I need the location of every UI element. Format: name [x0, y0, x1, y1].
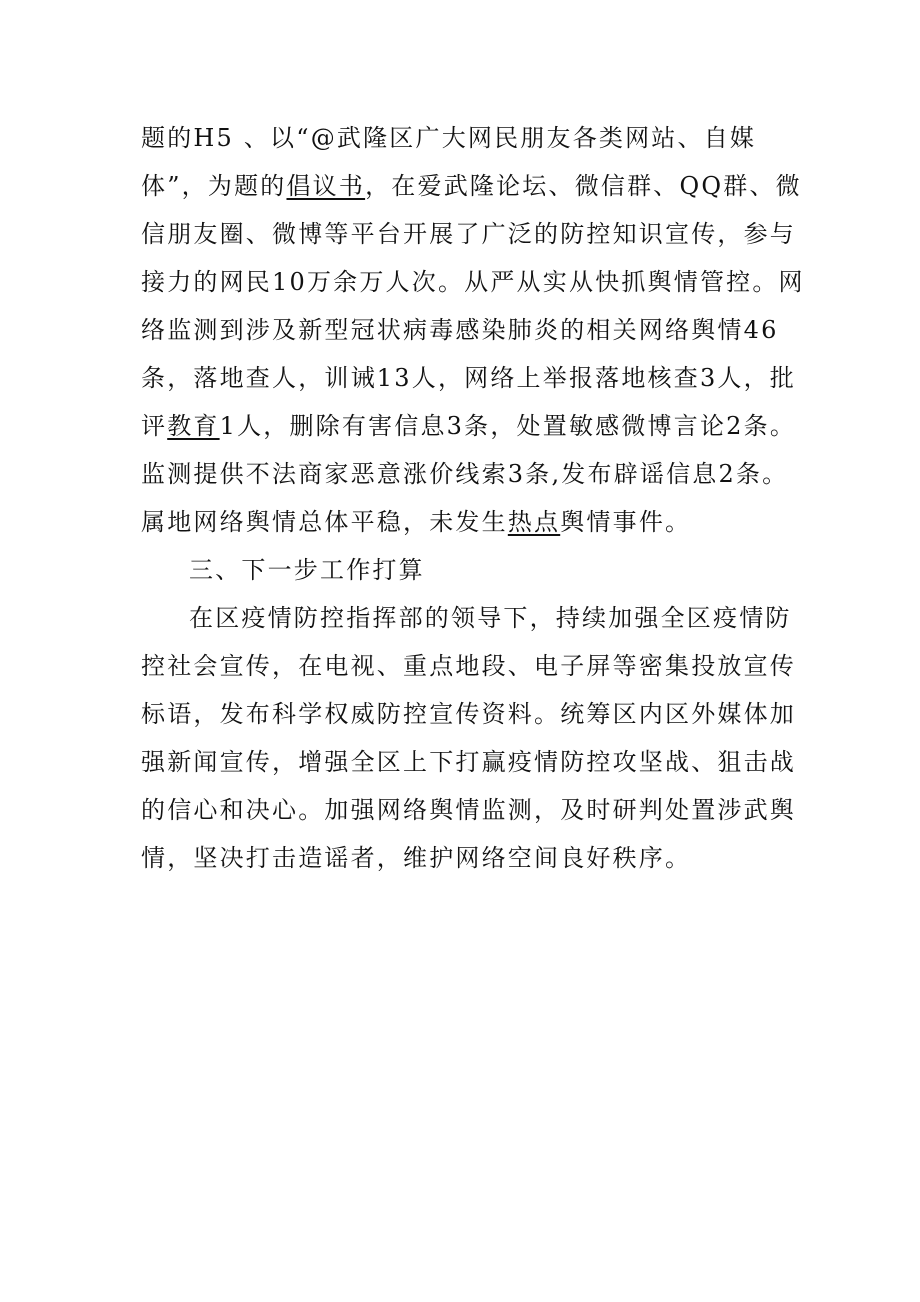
text-run: 络监测到涉及新型冠状病毒感染肺炎的相关网络舆情46 — [141, 316, 779, 344]
text-run: 监测提供不法商家恶意涨价线索3条,发布辟谣信息2条。 — [141, 460, 789, 488]
paragraph-line — [141, 315, 779, 345]
paragraph-line — [141, 795, 796, 825]
paragraph-line — [141, 747, 796, 777]
text-run: ，在爱武隆论坛、微信群、QQ群、微 — [365, 172, 802, 200]
underlined-term-education: 教育 — [167, 412, 220, 440]
text-run: 评 — [141, 412, 168, 440]
paragraph-line — [141, 267, 805, 297]
paragraph-line — [141, 459, 789, 489]
text-run: 接力的网民10万余万人次。从严从实从快抓舆情管控。网 — [141, 268, 805, 296]
paragraph-line — [141, 843, 761, 873]
paragraph-line — [141, 651, 796, 681]
text-run: 在区疫情防控指挥部的领导下，持续加强全区疫情防 — [189, 604, 792, 632]
text-run: 强新闻宣传，增强全区上下打赢疫情防控攻坚战、狙击战 — [141, 748, 796, 776]
underlined-term-proposal: 倡议书 — [286, 172, 366, 200]
text-run: 体”，为题的 — [141, 172, 287, 200]
text-run: 情，坚决打击造谣者，维护网络空间良好秩序。 — [141, 844, 692, 872]
paragraph-line — [141, 123, 761, 153]
paragraph-line — [141, 363, 797, 393]
paragraph-line — [141, 507, 761, 537]
paragraph-line — [141, 411, 797, 441]
text-run: 控社会宣传，在电视、重点地段、电子屏等密集投放宣传 — [141, 652, 796, 680]
underlined-term-hotspot: 热点 — [507, 508, 561, 536]
paragraph-line — [141, 171, 802, 201]
text-run: 标语，发布科学权威防控宣传资料。统筹区内区外媒体加 — [141, 700, 796, 728]
paragraph-line — [141, 699, 796, 729]
text-run: 信朋友圈、微博等平台开展了广泛的防控知识宣传，参与 — [141, 220, 796, 248]
text-run: 的信心和决心。加强网络舆情监测，及时研判处置涉武舆 — [141, 796, 796, 824]
text-run: 1人，删除有害信息3条，处置敏感微博言论2条。 — [219, 412, 797, 440]
section-heading — [189, 555, 809, 585]
section-heading-text: 三、下一步工作打算 — [189, 556, 425, 584]
text-run: 条，落地查人，训诫13人，网络上举报落地核查3人，批 — [141, 364, 797, 392]
text-run: 舆情事件。 — [560, 508, 692, 536]
text-run: 属地网络舆情总体平稳，未发生 — [141, 508, 508, 536]
paragraph-line — [189, 603, 809, 633]
text-run: 题的H5 、以“@武隆区广大网民朋友各类网站、自媒 — [141, 124, 757, 152]
paragraph-line — [141, 219, 796, 249]
